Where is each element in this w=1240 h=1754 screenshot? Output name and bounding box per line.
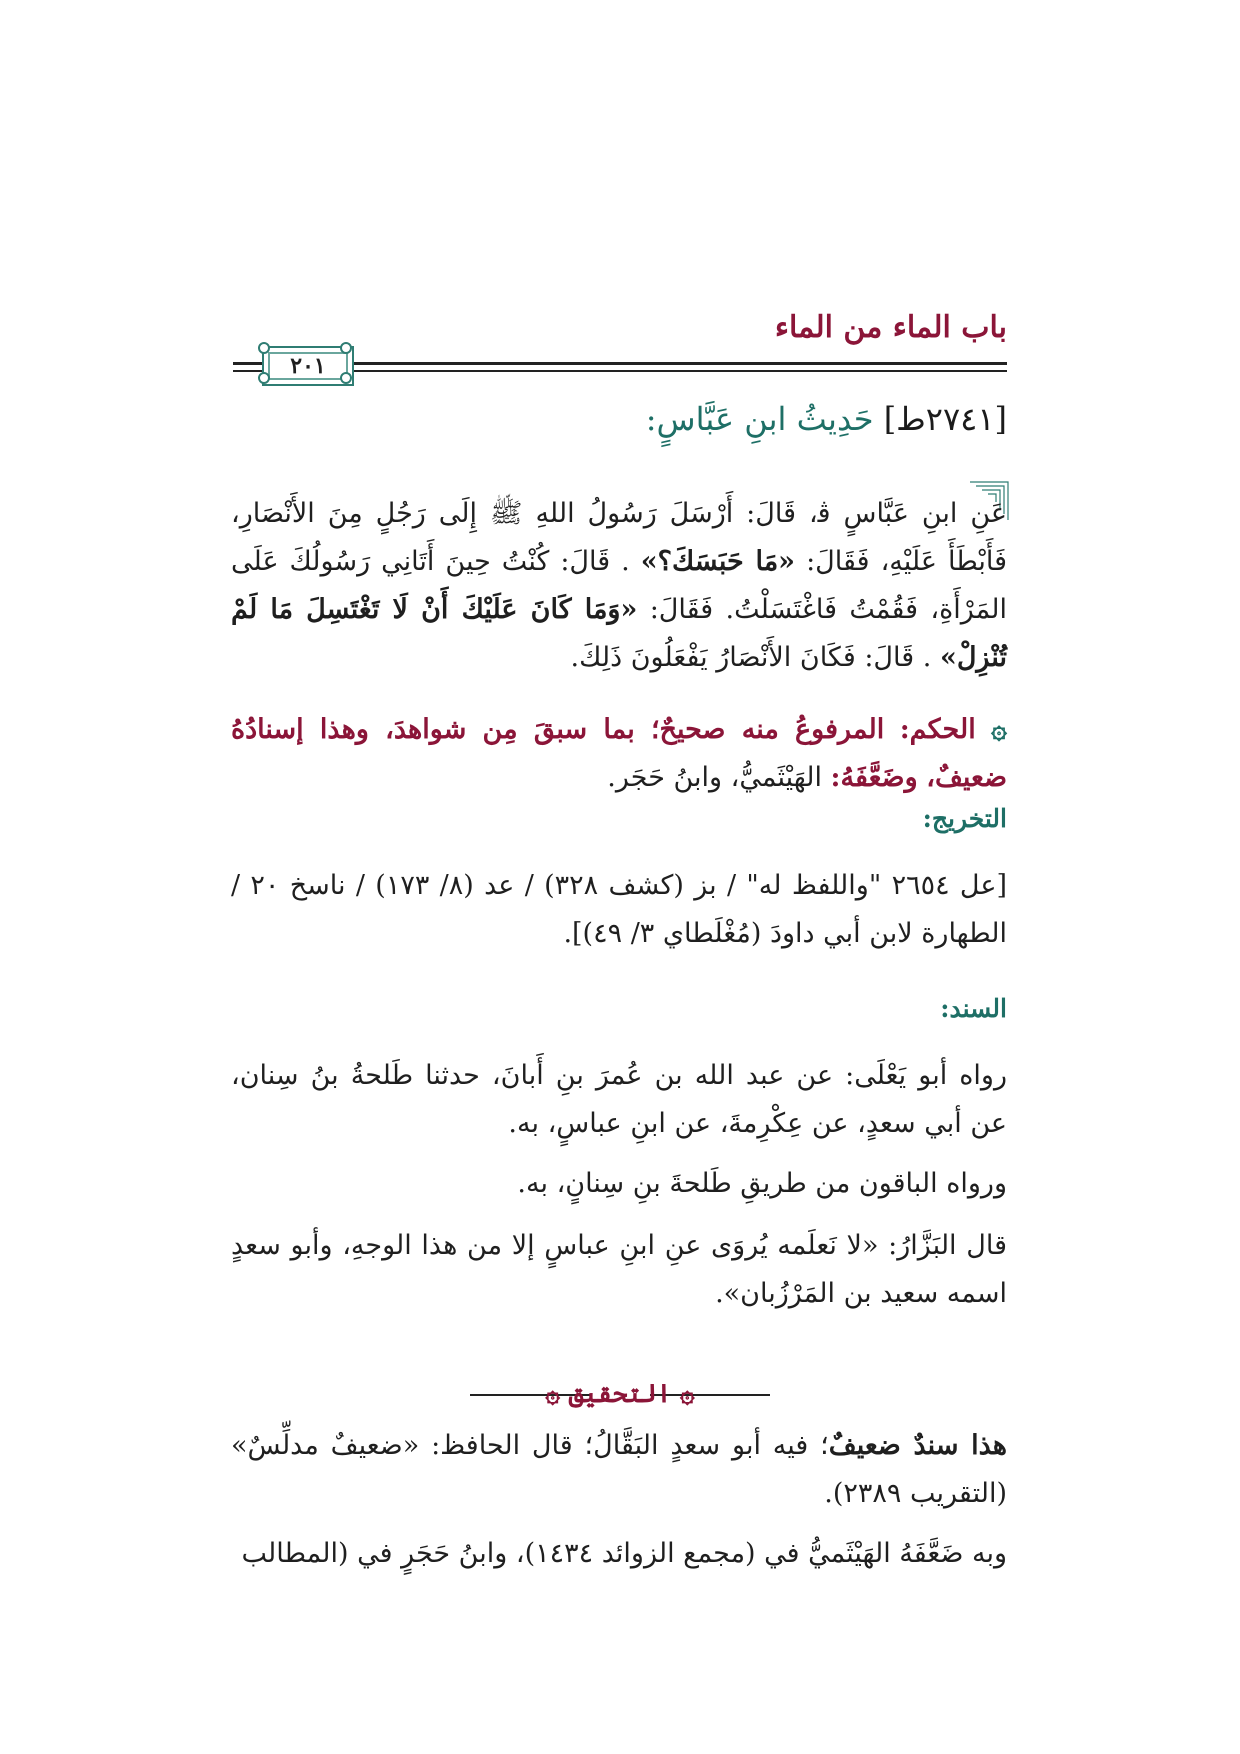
ruling-paragraph: ۞ الحكم: المرفوعُ منه صحيحٌ؛ بما سبقَ مِن شواهدَ، وهذا إسنادُهُ ضعيفٌ، وضَعَّفَهُ: الهَيْثَميُّ، وابنُ حَجَر. xyxy=(231,714,1007,793)
hadith-number: [٢٧٤١ط] xyxy=(883,400,1007,438)
tahqiq-paragraph-1: هذا سندٌ ضعيفٌ؛ فيه أبو سعدٍ البَقَّالُ؛ قال الحافظ: «ضعيفٌ مدلِّسٌ» (التقريب ٢٣٨٩). xyxy=(231,1430,1008,1509)
takhrij-label: التخريج: xyxy=(922,804,1007,833)
badge-corner-ornament xyxy=(340,342,352,354)
page-number: ٢٠١ xyxy=(290,353,326,379)
hadith-title: حَدِيثُ ابنِ عَبَّاسٍ: xyxy=(645,400,874,438)
tahqiq-paragraph-2: وبه ضَعَّفَهُ الهَيْثَميُّ في (مجمع الزوائد ١٤٣٤)، وابنُ حَجَرٍ في (المطالب xyxy=(241,1538,1007,1569)
takhrij-text: [عل ٢٦٥٤ "واللفظ له" / بز (كشف ٣٢٨) / عد (٨/ ١٧٣) / ناسخ ٢٠ / الطهارة لابن أبي داودَ (مُغْلَطاي ٣/ ٤٩)]. xyxy=(231,870,1007,949)
badge-corner-ornament xyxy=(258,372,270,384)
hadith-text: عَنِ ابنِ عَبَّاسٍ ﭬ، قَالَ: أَرْسَلَ رَسُولُ اللهِ ﷺ إِلَى رَجُلٍ مِنَ الأَنْصَارِ، فَأَبْطَأَ عَلَيْهِ، فَقَالَ: «مَا حَبَسَكَ؟» . قَالَ: كُنْتُ حِينَ أَتَانِي رَسُولُكَ عَلَى المَرْأَةِ، فَقُمْتُ فَاغْتَسَلْتُ. فَقَالَ: «وَمَا كَانَ عَلَيْكَ أَنْ لَا تَغْتَسِلَ مَا لَمْ تُنْزِلْ» . قَالَ: فَكَانَ الأَنْصَارُ يَفْعَلُونَ ذَلِكَ. xyxy=(231,498,1007,673)
badge-corner-ornament xyxy=(340,372,352,384)
sanad-paragraph-2: ورواه الباقون من طريقِ طَلحةَ بنِ سِنانٍ، به. xyxy=(517,1168,1007,1199)
tahqiq-divider xyxy=(470,1379,770,1409)
flower-icon: ۞ xyxy=(991,714,1007,745)
sanad-paragraph-3: قال البَزَّارُ: «لا نَعلَمه يُروَى عنِ ابنِ عباسٍ إلا من هذا الوجهِ، وأبو سعدٍ اسمه سعيد بن المَرْزُبان». xyxy=(231,1230,1007,1309)
tahqiq-label: ۞ التحقيق ۞ xyxy=(545,1379,695,1408)
sanad-paragraph-1: رواه أبو يَعْلَى: عن عبد الله بن عُمرَ بنِ أَبانَ، حدثنا طَلحةُ بنُ سِنان، عن أبي سعدٍ، عن عِكْرِمةَ، عن ابنِ عباسٍ، به. xyxy=(231,1060,1007,1139)
chapter-title: باب الماء من الماء xyxy=(774,310,1007,345)
sanad-label: السند: xyxy=(940,994,1007,1023)
hadith-heading xyxy=(646,400,1007,438)
badge-corner-ornament xyxy=(258,342,270,354)
